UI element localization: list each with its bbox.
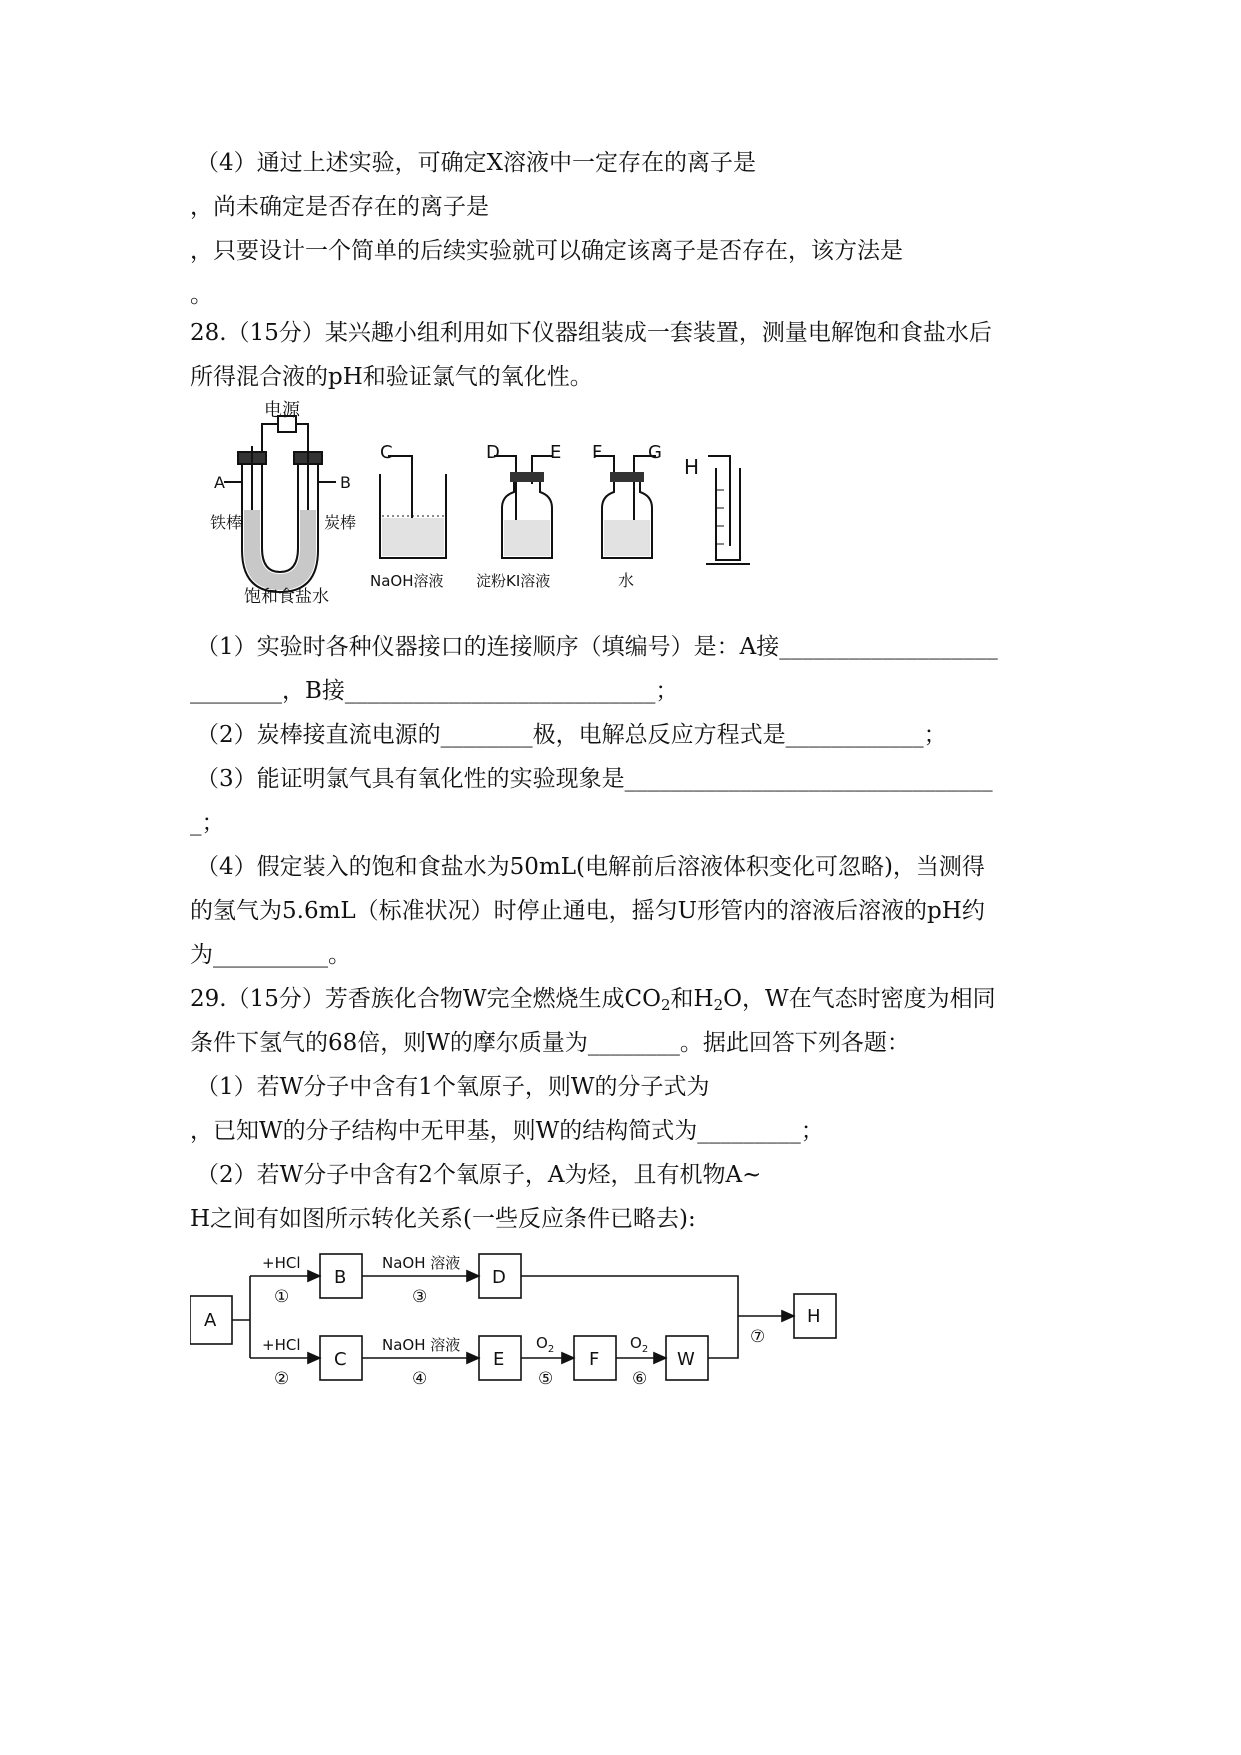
q29-stem-text-c: O，W在气态时密度为相同 xyxy=(723,986,996,1012)
step-6-label: ⑥ xyxy=(632,1369,648,1389)
port-B-label: B xyxy=(340,473,351,492)
step-1-label: ① xyxy=(274,1287,290,1307)
h2o-subscript: 2 xyxy=(713,996,724,1014)
port-H-label: H xyxy=(684,455,700,479)
q27-part4-line3: ，只要设计一个简单的后续实验就可以确定该离子是否存在，该方法是 xyxy=(190,238,903,264)
q29-part1-line1: （1）若W分子中含有1个氧原子，则W的分子式为 xyxy=(196,1074,710,1100)
q27-part4-line2: ，尚未确定是否存在的离子是 xyxy=(190,194,489,220)
step-5-label: ⑤ xyxy=(538,1369,554,1389)
q28-part2: （2）炭棒接直流电源的________极，电解总反应方程式是____________； xyxy=(196,722,947,748)
electrolysis-apparatus-figure xyxy=(210,400,830,605)
q29-stem-text-a: 29.（15分）芳香族化合物W完全燃烧生成CO xyxy=(190,986,661,1012)
q28-part4-line1: （4）假定装入的饱和食盐水为50mL(电解前后溶液体积变化可忽略)，当测得 xyxy=(196,854,985,880)
port-F-label: F xyxy=(592,442,603,463)
carbon-rod-label: 炭棒 xyxy=(324,513,357,532)
port-C-label: C xyxy=(380,442,393,463)
q28-part4-line2: 的氢气为5.6mL（标准状况）时停止通电，摇匀U形管内的溶液后溶液的pH约 xyxy=(190,898,985,924)
q29-part2-line1: （2）若W分子中含有2个氧原子，A为烃，且有机物A~ xyxy=(196,1162,762,1188)
q29-part2-line2: H之间有如图所示转化关系(一些反应条件已略去): xyxy=(190,1206,696,1232)
q29-stem-text-b: 和H xyxy=(670,986,714,1012)
q28-stem-line1: 28.（15分）某兴趣小组利用如下仪器组装成一套装置，测量电解饱和食盐水后 xyxy=(190,320,992,346)
q29-part1-line2: ，已知W的分子结构中无甲基，则W的结构简式为_________； xyxy=(190,1118,824,1144)
q29-stem-line1 xyxy=(190,982,1060,1016)
oxygen-label-b: $O_2$ xyxy=(630,1334,649,1355)
q28-part1-line1: （1）实验时各种仪器接口的连接顺序（填编号）是：A接___________________ xyxy=(196,634,998,660)
q28-part4-line3: 为__________。 xyxy=(190,942,351,968)
node-A-label: A xyxy=(204,1310,217,1331)
q29-stem-line2: 条件下氢气的68倍，则W的摩尔质量为________。据此回答下列各题： xyxy=(190,1030,910,1056)
port-G-label: G xyxy=(648,442,662,463)
node-H-label: H xyxy=(807,1306,821,1327)
hcl-label-top: +HCl xyxy=(262,1254,301,1272)
q28-part3-line2: _； xyxy=(190,810,225,836)
conversion-flow-diagram xyxy=(190,1250,940,1410)
iron-rod-label: 铁棒 xyxy=(210,513,243,532)
port-E-label: E xyxy=(550,442,562,463)
co2-subscript: 2 xyxy=(660,996,671,1014)
water-label: 水 xyxy=(618,571,635,590)
naoh-label-bottom: NaOH 溶液 xyxy=(382,1336,461,1354)
node-E-label: E xyxy=(493,1349,505,1370)
step-3-label: ③ xyxy=(412,1287,428,1307)
step-2-label: ② xyxy=(274,1369,290,1389)
oxygen-label-a: $O_2$ xyxy=(536,1334,555,1355)
step-4-label: ④ xyxy=(412,1369,428,1389)
q27-part4-line1: （4）通过上述实验，可确定X溶液中一定存在的离子是 xyxy=(196,150,757,176)
naoh-solution-label: NaOH溶液 xyxy=(370,572,444,590)
node-D-label: D xyxy=(492,1267,506,1288)
node-W-label: W xyxy=(677,1349,695,1370)
node-C-label: C xyxy=(334,1349,347,1370)
naoh-label-top: NaOH 溶液 xyxy=(382,1254,461,1272)
q28-part3-line1: （3）能证明氯气具有氧化性的实验现象是________________________________ xyxy=(196,766,993,792)
node-F-label: F xyxy=(589,1349,600,1370)
starch-ki-label: 淀粉KI溶液 xyxy=(476,572,551,590)
port-D-label: D xyxy=(486,442,500,463)
q28-stem-line2: 所得混合液的pH和验证氯气的氧化性。 xyxy=(190,364,593,390)
hcl-label-bottom: +HCl xyxy=(262,1336,301,1354)
q28-part1-line2: ________，B接___________________________； xyxy=(190,678,679,704)
brine-label: 饱和食盐水 xyxy=(244,587,329,605)
node-B-label: B xyxy=(334,1267,347,1288)
step-7-label: ⑦ xyxy=(750,1327,766,1347)
port-A-label: A xyxy=(214,473,225,492)
q27-part4-line4: 。 xyxy=(190,282,213,308)
power-supply-label: 电源 xyxy=(264,400,300,421)
